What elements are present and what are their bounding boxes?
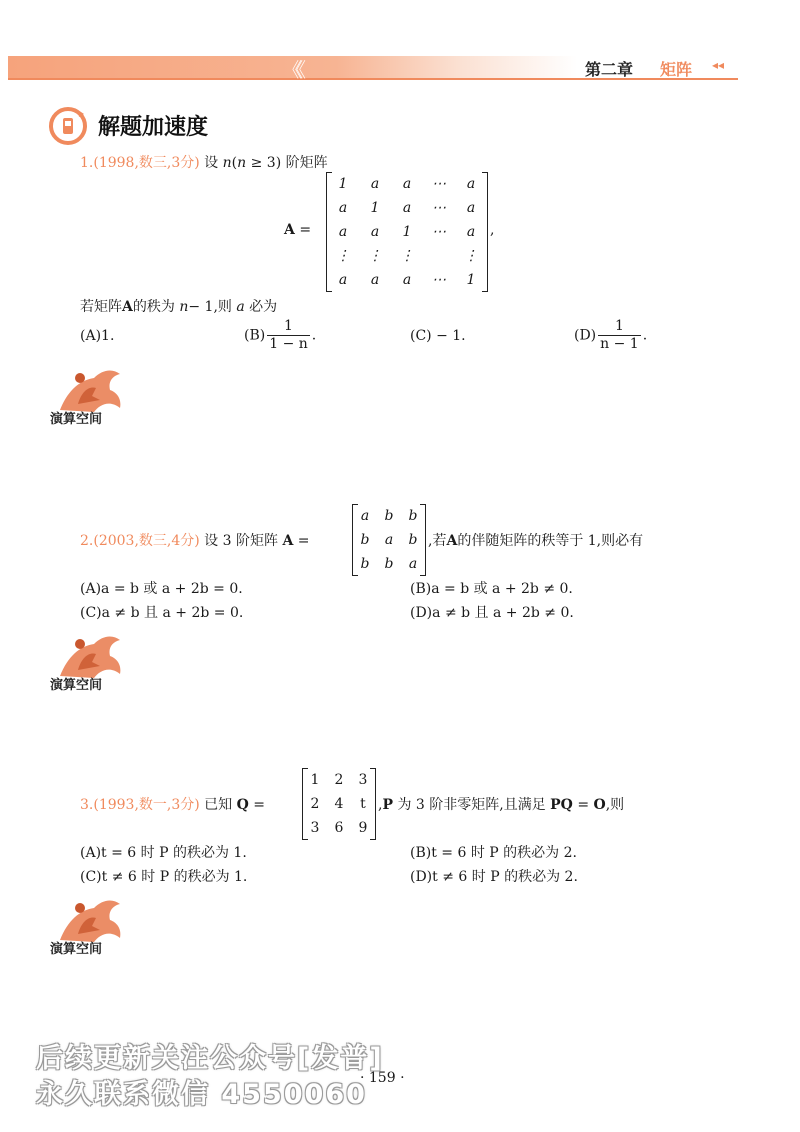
matrix-cell: ⋮ [368, 248, 382, 264]
stem-var: n [237, 155, 247, 171]
question-text: 必为 [249, 299, 278, 315]
tail-text: 为 3 阶非零矩阵,且满足 [397, 797, 546, 813]
problem-number: 3.(1993,数一,3分) [80, 797, 200, 813]
matrix-cell: a [402, 272, 412, 288]
matrix-cell: b [360, 532, 370, 548]
matrix-cell: a [338, 200, 348, 216]
matrix-cell: a [370, 272, 380, 288]
equals-sign: = [297, 533, 310, 549]
matrix-name: Q [236, 797, 249, 813]
option-label: (D) [574, 327, 597, 344]
matrix-cell: 4 [334, 796, 344, 812]
stamp-label: 演算空间 [50, 942, 103, 957]
matrix-cell: a [466, 224, 476, 240]
matrix-cell: b [408, 508, 418, 524]
matrix-cell: a [360, 508, 370, 524]
question-text: 若矩阵 [80, 299, 122, 315]
tail-text: ,若 [428, 533, 447, 549]
arrow-markers-icon: ◂◂ [712, 58, 725, 72]
matrix-cell: a [338, 224, 348, 240]
question-var: a [236, 299, 245, 315]
matrix-cell: a [370, 176, 380, 192]
question-text: − 1,则 [188, 299, 232, 315]
option-C: (C)a ≠ b 且 a + 2b = 0. [80, 605, 244, 621]
matrix-cell: 3 [310, 820, 320, 836]
option-A: (A)t = 6 时 P 的秩必为 1. [80, 845, 247, 861]
stem-text: 设 [204, 155, 219, 171]
watermark-line-1: 后续更新关注公众号[发普] [36, 1043, 384, 1074]
matrix-cell: b [360, 556, 370, 572]
matrix-cell: a [466, 176, 476, 192]
matrix-cell: a [402, 176, 412, 192]
option-B: (B)t = 6 时 P 的秩必为 2. [410, 845, 577, 861]
problem-2-stem [80, 530, 310, 550]
matrix-label [284, 222, 311, 238]
matrix-cell: a [338, 272, 348, 288]
matrix-cell: 2 [310, 796, 320, 812]
option-C: (C) − 1. [410, 328, 466, 344]
matrix-cell: ⋯ [432, 272, 446, 288]
stem-var: n [222, 155, 232, 171]
matrix-cell: ⋮ [336, 248, 350, 264]
question-text: 的秩为 [132, 299, 175, 315]
matrix-cell: ⋮ [400, 248, 414, 264]
tail-text: , [378, 797, 383, 813]
matrix-cell: b [384, 508, 394, 524]
matrix-A [326, 172, 488, 292]
matrix-cell: 9 [358, 820, 368, 836]
option-label: (B) [244, 327, 266, 344]
matrix-cell: a [402, 200, 412, 216]
matrix-tail: , [490, 222, 495, 238]
tail-var: PQ [550, 797, 573, 813]
matrix-cell: 1 [466, 272, 476, 288]
matrix-cell: b [408, 532, 418, 548]
matrix-cell: b [384, 556, 394, 572]
problem-3-tail [378, 794, 624, 814]
watermark-line-2: 永久联系微信 4550060 [36, 1079, 367, 1110]
chapter-title: 矩阵 [660, 60, 693, 79]
problem-2-tail [428, 530, 643, 550]
fraction [598, 318, 641, 353]
matrix-cell: 1 [338, 176, 348, 192]
option-A: (A)1. [80, 328, 115, 344]
option-C: (C)t ≠ 6 时 P 的秩必为 1. [80, 869, 248, 885]
question-var: A [122, 299, 133, 315]
problem-3-stem [80, 794, 265, 814]
option-tail: . [311, 327, 317, 344]
matrix-name: A [284, 222, 295, 238]
tail-text: = [577, 797, 590, 813]
chevrons-icon: 《《 [282, 58, 300, 82]
matrix-cell: a [408, 556, 418, 572]
fraction [267, 318, 310, 353]
tail-text: ,则 [605, 797, 625, 813]
matrix-Q [302, 768, 376, 840]
tail-var: A [446, 533, 458, 549]
matrix-cell: ⋯ [432, 224, 446, 240]
equals-sign: = [253, 797, 266, 813]
problem-1-question [80, 296, 277, 316]
problem-1-stem [80, 152, 328, 172]
option-B [244, 318, 316, 353]
stem-text: 已知 [204, 797, 233, 813]
numerator: 1 [598, 318, 641, 336]
matrix-cell: ⋮ [464, 248, 478, 264]
chapter-number: 第二章 [585, 60, 634, 79]
matrix-cell: t [360, 796, 366, 812]
denominator: 1 − n [269, 336, 308, 352]
option-B: (B)a = b 或 a + 2b ≠ 0. [410, 581, 573, 597]
tail-var: P [382, 797, 393, 813]
matrix-A [352, 504, 426, 576]
matrix-cell: 2 [334, 772, 344, 788]
matrix-cell: a [466, 200, 476, 216]
option-tail: . [642, 327, 648, 344]
option-D: (D)t ≠ 6 时 P 的秩必为 2. [410, 869, 578, 885]
matrix-cell: 1 [402, 224, 412, 240]
option-D: (D)a ≠ b 且 a + 2b ≠ 0. [410, 605, 574, 621]
matrix-name: A [282, 533, 294, 549]
matrix-cell: 1 [370, 200, 380, 216]
page-number: · 159 · [360, 1070, 405, 1086]
problem-number: 2.(2003,数三,4分) [80, 533, 200, 549]
matrix-cell: a [370, 224, 380, 240]
stamp-label: 演算空间 [50, 678, 103, 693]
matrix-cell: ⋯ [432, 176, 446, 192]
equals-sign: = [299, 222, 312, 238]
option-A: (A)a = b 或 a + 2b = 0. [80, 581, 243, 597]
denominator: n − 1 [600, 336, 639, 352]
numerator: 1 [267, 318, 310, 336]
stem-text: 设 3 阶矩阵 [204, 533, 278, 549]
option-D [574, 318, 647, 353]
matrix-cell: 3 [358, 772, 368, 788]
matrix-cell: ⋯ [432, 200, 446, 216]
section-title: 解题加速度 [98, 115, 209, 140]
tail-var: O [593, 797, 606, 813]
speedometer-icon [48, 106, 88, 146]
tail-text: 的伴随矩阵的秩等于 1,则必有 [457, 533, 644, 549]
problem-number: 1.(1998,数三,3分) [80, 155, 200, 171]
stem-text: ≥ 3) 阶矩阵 [250, 155, 328, 171]
question-var: n [179, 299, 189, 315]
matrix-cell: 1 [310, 772, 320, 788]
stamp-label: 演算空间 [50, 412, 103, 427]
matrix-cell: a [384, 532, 394, 548]
stem-text: ( [231, 155, 238, 171]
matrix-cell [423, 244, 455, 268]
matrix-cell: 6 [334, 820, 344, 836]
